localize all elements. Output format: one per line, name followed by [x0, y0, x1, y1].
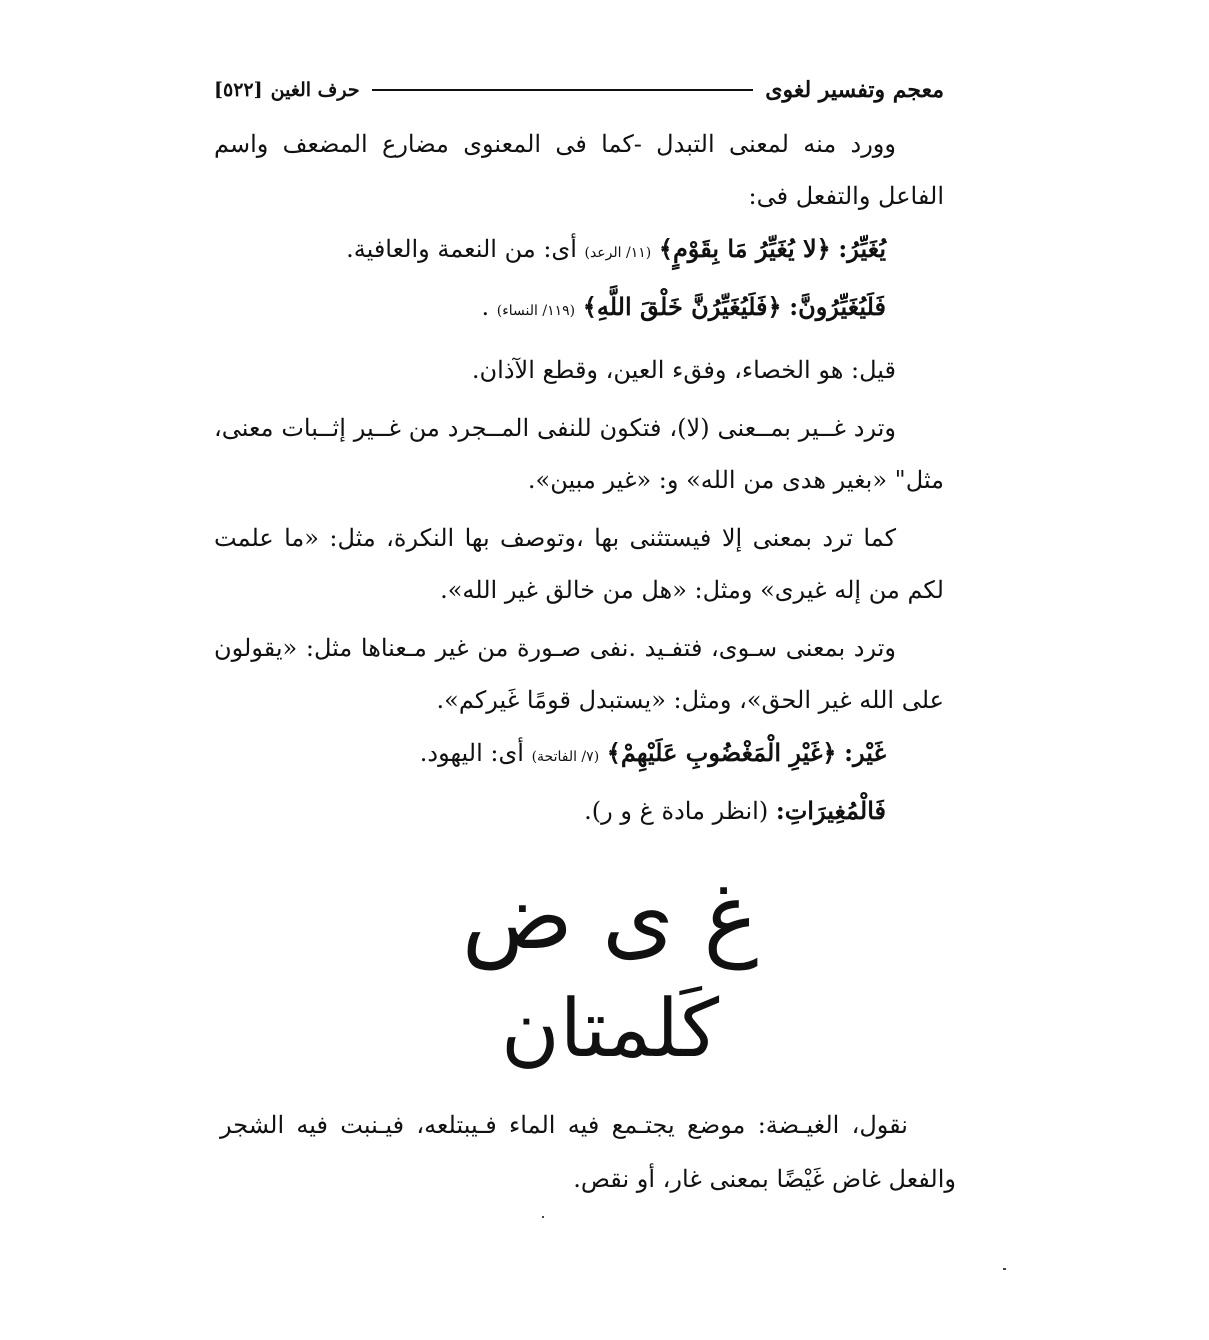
- paragraph-ghayda: نقول، الغيـضة: موضع يجتـمع فيه الماء فـيبتلعه، فيـنبت فيه الشجر والفعل غاض غَيْضًا بمعنى غار، أو نقص.: [220, 1111, 956, 1193]
- root-letters: غ ى ض: [461, 863, 759, 970]
- headword: فَلَيُغَيِّرُونَّ:: [789, 292, 886, 321]
- chapter-name: حرف الغين: [270, 79, 360, 101]
- gloss: أى: من النعمة والعافية.: [346, 235, 577, 263]
- headword: فَالْمُغِيرَاتِ:: [775, 796, 886, 825]
- entry-body: [214, 118, 944, 838]
- example-line-1: [214, 222, 886, 280]
- paragraph-illa: كما ترد بمعنى إلا فيستثنى بها ،وتوصف بها النكرة، مثل: «ما علمت لكم من إله غيرى» ومثل: «هل من خالق غير الله».: [214, 524, 944, 604]
- header-rule: [372, 89, 754, 91]
- example-line-4: [214, 784, 886, 838]
- paragraph-qil: قيل: هو الخصاء، وفقء العين، وقطع الآذان.: [471, 356, 896, 384]
- headword: غَيْر:: [844, 738, 886, 767]
- running-header: [214, 74, 944, 106]
- page-number: [٥٢٢]: [214, 79, 263, 101]
- book-title: معجم وتفسير لغوى: [765, 77, 944, 103]
- quran-quote: ﴿غَيْرِ الْمَغْضُوبِ عَلَيْهِمْ﴾: [606, 738, 837, 767]
- verse-reference: (١١٩/ النساء): [496, 303, 576, 319]
- headword: يُغَيِّرُ:: [838, 234, 886, 263]
- root-section-heading: [380, 862, 840, 1084]
- paragraph-intro: وورد منه لمعنى التبدل -كما فى المعنوى مضارع المضعف واسم الفاعل والتفعل فى:: [214, 130, 944, 210]
- quran-quote: ﴿فَلَيُغَيِّرُنَّ خَلْقَ اللَّهِ﴾: [582, 292, 782, 321]
- gloss: .: [481, 293, 490, 321]
- example-line-3: [214, 726, 886, 784]
- example-line-2: [214, 280, 886, 338]
- verse-reference: (١١/ الرعد): [584, 245, 652, 261]
- word-count-label: كَلمتان: [500, 982, 720, 1075]
- verse-reference: (٧/ الفاتحة): [531, 749, 600, 765]
- gloss: (انظر مادة غ و ر).: [584, 797, 769, 825]
- root-entry-body: [220, 1098, 956, 1206]
- gloss: أى: اليهود.: [419, 739, 524, 767]
- quran-quote: ﴿لا يُغَيِّرُ مَا بِقَوْمٍ﴾: [658, 234, 831, 263]
- scan-speck: [1003, 1268, 1006, 1270]
- paragraph-siwa: وترد بمعنى سـوى، فتفـيد .نفى صـورة من غير مـعناها مثل: «يقولون على الله غير الحق»، ومثل: «يستبدل قومًا غَيركم».: [214, 634, 944, 714]
- paragraph-ghayr-la: وترد غــير بمــعنى (لا)، فتكون للنفى المــجرد من غــير إثــبات معنى، مثل" «بغير هدى من الله» و: «غير مبين».: [214, 414, 944, 494]
- scan-speck: [542, 1216, 544, 1218]
